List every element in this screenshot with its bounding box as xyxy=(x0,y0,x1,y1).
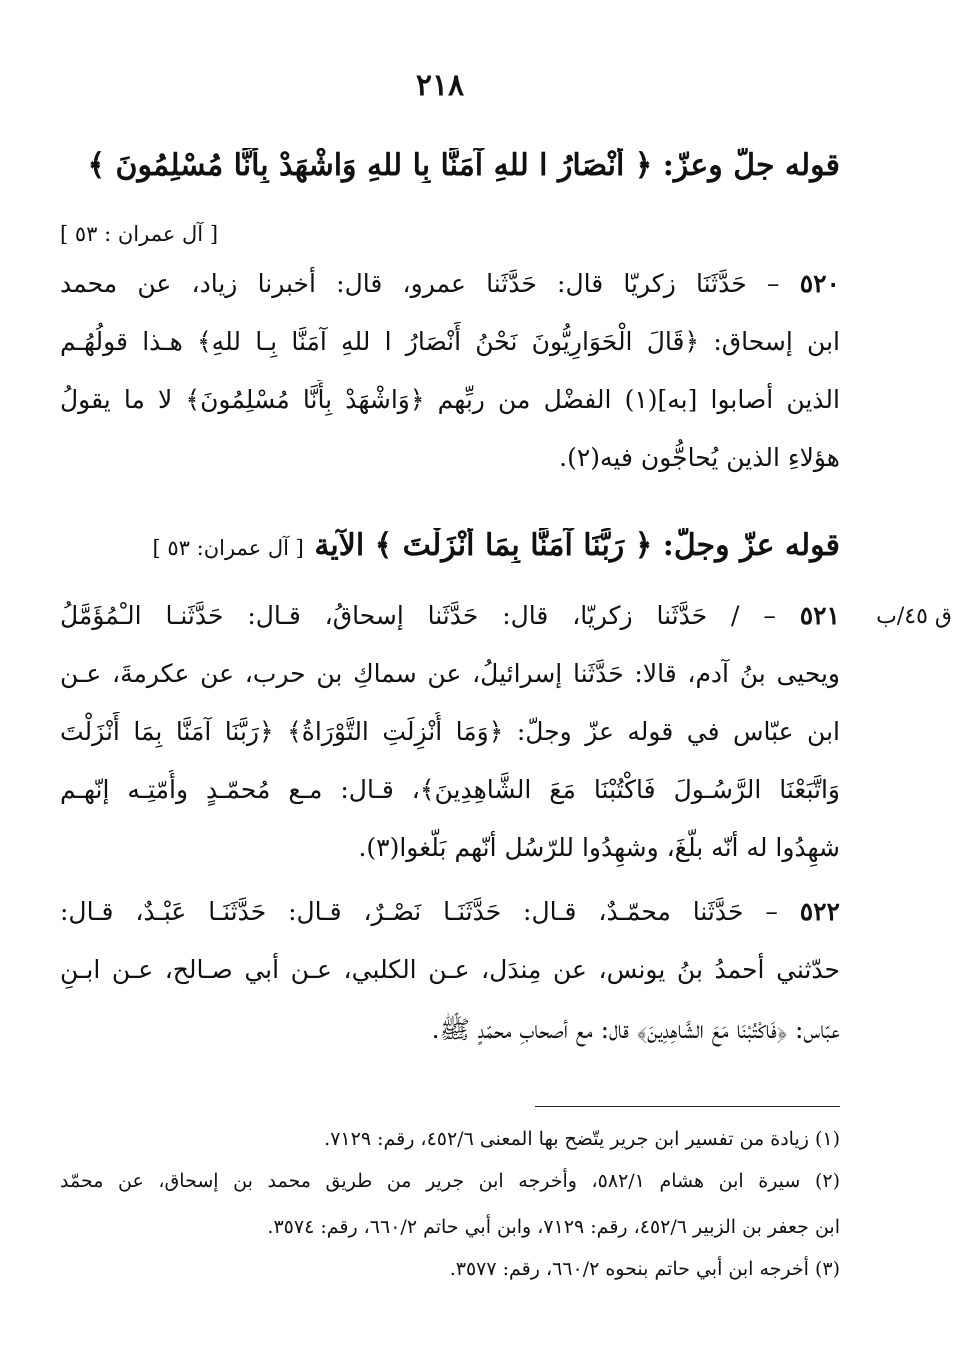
footnote-divider xyxy=(535,1106,840,1107)
heading-verse: ﴿ رَبَّنَا آمَنَّا بِمَا أَنْزَلْتَ ﴾ الآية xyxy=(314,528,653,563)
hadith-text: – / حَدَّثَنا زكريّا، قال: حَدَّثَنا إسحاقُ، قـال: حَدَّثَنـا الـْمُؤَمَّلُ xyxy=(60,601,776,630)
footnote-2-line-1: (٢) سيرة ابن هشام ٥٨٢/١، وأخرجه ابن جرير من طريق محمد بن إسحاق، عن محمّد xyxy=(60,1170,840,1192)
hadith-520-line-2: ابن إسحاق: ﴿قَالَ الْحَوَارِيُّونَ نَحْنُ أَنْصَارُ ا للهِ آمَنَّا بِـا للهِ﴾ هـذا قولُهُـم xyxy=(60,327,840,356)
hadith-522-line-2: حدّثني أحمدُ بنُ يونس، عن مِندَل، عـن الكلبي، عـن أبي صـالح، عـن ابـنِ xyxy=(60,955,840,984)
footnote-2-line-2: ابن جعفر بن الزبير ٤٥٢/٦، رقم: ٧١٢٩، وابن أبي حاتم ٦٦٠/٢، رقم: ٣٥٧٤. xyxy=(267,1216,840,1238)
verse-reference-2: [ آل عمران: ٥٣ ] xyxy=(152,536,304,560)
heading-label: قوله عزّ وجلّ: xyxy=(662,528,840,563)
hadith-522-line-3: عبّاس: ﴿فَاكْتُبْنَا مَعَ الشَّاهِدِينَ﴾ قال: مع أصحابِ محمّدٍ ﷺ. xyxy=(431,1015,840,1044)
footnote-3: (٣) أخرجه ابن أبي حاتم بنحوه ٦٦٠/٢، رقم: ٣٥٧٧. xyxy=(449,1258,840,1280)
footnote-1: (١) زيادة من تفسير ابن جرير يتّضح بها المعنى ٤٥٢/٦، رقم: ٧١٢٩. xyxy=(324,1128,840,1150)
hadith-number: ٥٢٠ xyxy=(799,269,840,298)
page-number: ٢١٨ xyxy=(415,68,465,103)
section-heading-2 xyxy=(60,528,840,563)
margin-note: ق ٤٥/ب xyxy=(876,604,952,629)
hadith-520-line-3: الذين أصابوا [به](١) الفضْل من ربِّهم ﴿وَاشْهَدْ بِأَنَّا مُسْلِمُونَ﴾ لا ما يقولُ xyxy=(60,385,840,414)
hadith-text: – حَدَّثَنا محمّـدٌ، قـال: حَدَّثَنَـا نَصْـرٌ، قـال: حَدَّثَنَـا عَبْـدٌ، قـال: xyxy=(60,897,778,926)
hadith-522-line-1 xyxy=(60,892,840,932)
hadith-number: ٥٢٢ xyxy=(799,897,840,926)
hadith-521-line-4: وَاتَّبَعْنَا الرَّسُـولَ فَاكْتُبْنَا مَعَ الشَّاهِدِينَ﴾، قـال: مـع مُحمّـدٍ وأُمّتِـه إنّهـم xyxy=(60,775,840,804)
hadith-521-line-3: ابن عبّاس في قوله عزّ وجلّ: ﴿وَمَا أُنْزِلَتِ التَّوْرَاةُ﴾ ﴿رَبَّنَا آمَنَّا بِمَا أَنْزَلْتَ xyxy=(60,717,840,746)
heading-verse: ﴿ أَنْصَارُ ا للهِ آمَنَّا بِا للهِ وَاشْهَدْ بِأَنَّا مُسْلِمُونَ ﴾ xyxy=(87,148,653,183)
hadith-521-line-2: ويحيى بنُ آدم، قالا: حَدَّثَنا إسرائيلُ، عن سماكِ بن حرب، عن عكرمةَ، عـن xyxy=(60,659,840,688)
hadith-text: – حَدَّثَنَا زكريّا قال: حَدَّثَنا عمرو، قال: أخبرنا زياد، عن محمد xyxy=(60,269,780,298)
hadith-520-line-1 xyxy=(60,264,840,304)
verse-reference-1: [ آل عمران : ٥٣ ] xyxy=(60,222,219,246)
heading-label: قوله جلّ وعزّ: xyxy=(662,148,840,183)
section-heading-1 xyxy=(60,148,840,183)
hadith-number: ٥٢١ xyxy=(799,601,840,630)
hadith-521-line-1 xyxy=(60,596,840,636)
hadith-520-line-4: هؤلاءِ الذين يُحاجُّون فيه(٢). xyxy=(559,443,840,472)
hadith-521-line-5: شهِدُوا له أنّه بلّغَ، وشهِدُوا للرّسُل أنّهم بَلّغوا(٣). xyxy=(358,833,840,862)
